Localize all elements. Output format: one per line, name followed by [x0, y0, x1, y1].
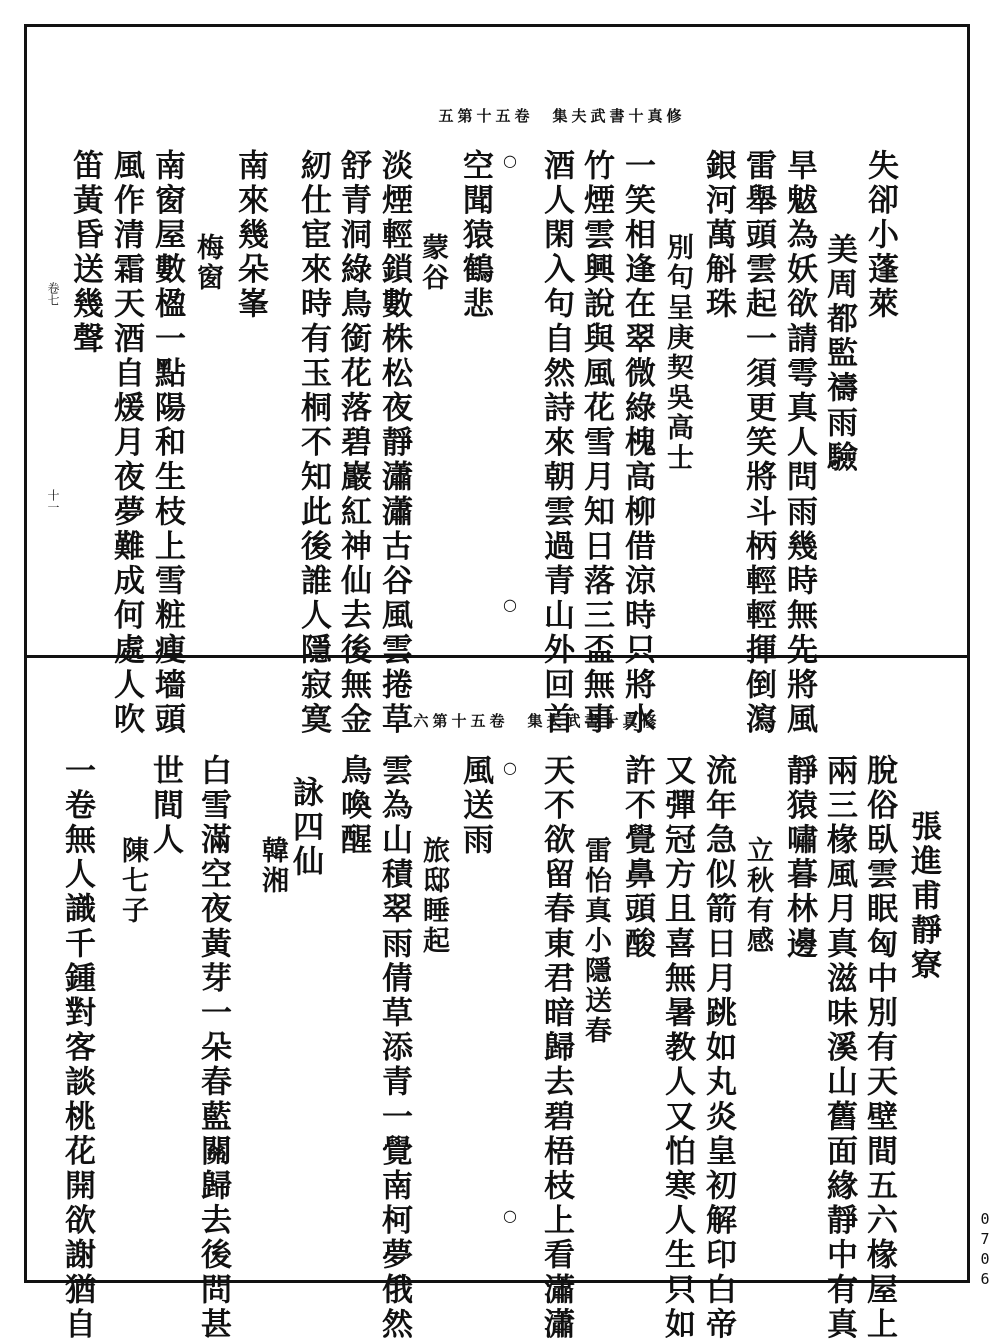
bottom-col-14: 詠四仙: [287, 776, 323, 880]
bottom-col-11: 旅邸睡起: [418, 836, 449, 956]
top-col-8: 酒人閑入句自然詩來朝雲過青山外回首: [538, 149, 574, 738]
bottom-col-9: 天不欲留春東君暗歸去碧梧枝上看瀟瀟: [538, 754, 574, 1342]
top-col-15: 梅窗: [192, 233, 223, 293]
bottom-col-6: 又彈冠方且喜無暑教人又怕寒人生只如: [659, 754, 695, 1342]
bottom-col-16: 白雪滿空夜黃芽一朵春藍關歸去後問甚: [195, 754, 231, 1342]
bottom-col-2: 兩三椽風月真滋味溪山舊面緣靜中有真: [821, 754, 857, 1342]
top-col-0: 失卻小蓬萊: [862, 149, 898, 322]
top-col-1: 美周都監禱雨驗: [821, 233, 857, 476]
page-number: 0706: [976, 1210, 994, 1290]
top-col-5: 別句呈庚契吳高士: [662, 233, 693, 473]
top-col-13: 紉仕宦來時有玉桐不知此後誰人隱寂寞: [295, 149, 331, 738]
bottom-col-19: 一卷無人識千鍾對客談桃花開欲謝猶自: [59, 754, 95, 1342]
bottom-col-8: 雷怡真小隱送春: [580, 836, 611, 1046]
bottom-col-4: 立秋有感: [742, 836, 773, 956]
bottom-col-17: 世間人: [147, 754, 183, 858]
bottom-col-10: 風送雨: [457, 754, 493, 858]
top-col-6: 一笑相逢在翠微綠槐高柳借涼時只將水: [619, 149, 655, 738]
bottom-col-15: 韓湘: [257, 836, 288, 896]
bottom-panel: [27, 658, 967, 1342]
top-col-7: 竹煙雲興說與風花雪月知日落三盃無事: [578, 149, 614, 738]
top-col-3: 雷舉頭雲起一須更笑將斗柄輕輕揮倒瀉: [740, 149, 776, 738]
top-col-16: 南窗屋數楹一點陽和生枝上雪粧瘦墻頭: [149, 149, 185, 738]
bottom-col-1: 脫俗臥雲眠匈中別有天壁間五六椽屋上: [861, 754, 897, 1342]
bottom-col-7: 許不覺鼻頭酸: [619, 754, 655, 962]
bottom-circle-mark-1: ○: [503, 758, 517, 777]
top-col-11: 淡煙輕鎖數株松夜靜瀟瀟古谷風雲捲草: [376, 149, 412, 738]
bottom-col-13: 鳥喚醒: [335, 754, 371, 858]
top-col-17: 風作清霜天酒自煖月夜夢難成何處人吹: [108, 149, 144, 738]
top-col-12: 舒青洞綠鳥銜花落碧巖紅神仙去後無金: [335, 149, 371, 738]
top-col-14: 南來幾朵峯: [232, 149, 268, 322]
top-footer-page: 十一: [46, 489, 60, 513]
top-circle-mark-2: ○: [503, 595, 517, 614]
bottom-col-5: 流年急似箭日月跳如丸炎皇初解印白帝: [700, 754, 736, 1342]
bottom-col-0: 張進甫靜寮: [905, 810, 941, 983]
top-footer-volume: 卷七: [46, 282, 60, 306]
top-circle-mark-1: ○: [503, 151, 517, 170]
top-col-9: 空聞猿鶴悲: [457, 149, 493, 322]
bottom-col-3: 靜猿嘯暮林邊: [781, 754, 817, 962]
bottom-header: 六第十五卷 集夫武書十真修: [413, 712, 661, 730]
bottom-col-18: 陳七子: [117, 836, 148, 926]
top-header: 五第十五卷 集夫武書十真修: [438, 107, 686, 125]
top-col-10: 蒙谷: [417, 233, 448, 293]
top-col-4: 銀河萬斛珠: [700, 149, 736, 322]
bottom-circle-mark-2: ○: [503, 1206, 517, 1225]
bottom-col-12: 雲為山積翠雨倩草添青一覺南柯夢俄然: [376, 754, 412, 1342]
top-col-2: 旱魃為妖欲請雩真人問雨幾時無先將風: [781, 149, 817, 738]
top-col-18: 笛黃昏送幾聲: [67, 149, 103, 357]
